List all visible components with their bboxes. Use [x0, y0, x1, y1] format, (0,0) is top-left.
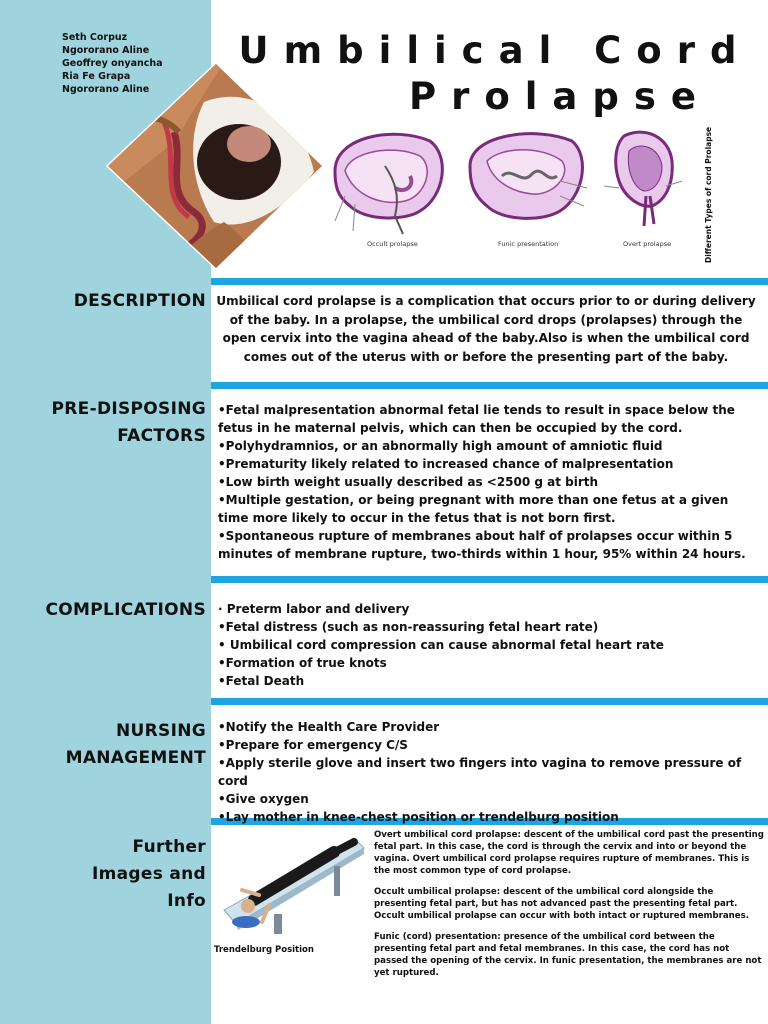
title-line-2: Prolapse: [408, 75, 712, 118]
further-heading-line-1: Further: [132, 837, 206, 857]
item-term: •Spontaneous rupture of membranes: [218, 529, 472, 543]
info-paragraph: [374, 931, 766, 979]
predisposing-heading-line-2: FACTORS: [117, 426, 206, 446]
list-item: [218, 455, 758, 473]
info-text: : presence of the umbilical cord between the presenting fetal part and fetal membranes. In this case, the cord has not passed the opening of the cervix. In funic presentation, the membranes are not yet ruptured.: [374, 932, 762, 978]
trendelenburg-caption: Trendelburg Position: [214, 945, 314, 955]
info-term: Overt umbilical cord prolapse: [374, 830, 518, 840]
item-term: •Prematurity: [218, 457, 307, 471]
info-paragraph: [374, 829, 766, 877]
item-term: •Fetal malpresentation: [218, 403, 376, 417]
diagram-caption: Funic presentation: [498, 240, 559, 248]
list-item: •Notify the Health Care Provider: [218, 720, 440, 734]
item-text: likely related to increased chance of malpresentation: [307, 457, 674, 471]
title-line-1: Umbilical Cord: [238, 29, 752, 72]
nursing-list: [218, 718, 758, 826]
list-item: [218, 527, 758, 563]
info-paragraph: [374, 886, 766, 922]
item-text: about half of prolapses occur within 5 minutes of membrane rupture, two-thirds within 1 hour, 95% within 24 hours.: [218, 529, 746, 561]
item-text: abnormal fetal lie tends to result in space below the fetus in he maternal pelvis, which can then be occupied by the cord.: [218, 403, 735, 435]
nursing-heading-line-2: MANAGEMENT: [65, 748, 206, 768]
list-item: [218, 491, 758, 527]
predisposing-heading: [20, 396, 206, 450]
list-item: [218, 401, 758, 437]
complications-list: [218, 600, 758, 690]
diagram-side-label: Different Types of cord Prolapse: [704, 126, 713, 263]
section-divider: [211, 698, 768, 705]
list-item: · Preterm labor and delivery: [218, 602, 410, 616]
diagram-caption: Overt prolapse: [623, 240, 672, 248]
list-item: [218, 437, 758, 455]
further-heading: [20, 834, 206, 915]
nursing-heading-line-1: NURSING: [116, 721, 206, 741]
further-heading-line-3: Info: [167, 891, 206, 911]
section-divider: [211, 278, 768, 285]
item-text: , or being pregnant with more than one fetus at a given time more likely to occur in the fetus that is not born first.: [218, 493, 729, 525]
further-heading-line-2: Images and: [92, 864, 206, 884]
author-name: Ngororano Aline: [62, 84, 150, 95]
item-text: •Low birth weight usually described as <2500 g at birth: [218, 475, 599, 489]
prolapse-types-info: [374, 829, 766, 988]
diagram-side-label-box: [690, 126, 713, 263]
page-title: [222, 28, 768, 120]
overt-prolapse-diagram: [604, 126, 684, 236]
list-item: •Fetal Death: [218, 674, 305, 688]
nursing-heading: [20, 718, 206, 772]
section-divider: [211, 576, 768, 583]
info-term: Funic (cord) presentation: [374, 932, 498, 942]
predisposing-list: [218, 401, 758, 563]
list-item: •Give oxygen: [218, 792, 309, 806]
description-heading: DESCRIPTION: [73, 291, 206, 311]
list-item: • Umbilical cord compression can cause abnormal fetal heart rate: [218, 638, 664, 652]
trendelenburg-illustration: [214, 830, 372, 938]
list-item: •Formation of true knots: [218, 656, 387, 670]
author-name: Geoffrey onyancha: [62, 58, 163, 69]
list-item: •Apply sterile glove and insert two fingers into vagina to remove pressure of cord: [218, 756, 742, 788]
funic-presentation-diagram: [462, 126, 592, 236]
list-item: •Prepare for emergency C/S: [218, 738, 408, 752]
section-divider: [211, 382, 768, 389]
item-term: •Polyhydramnios: [218, 439, 335, 453]
complications-heading: COMPLICATIONS: [45, 600, 206, 620]
author-name: Seth Corpuz: [62, 32, 128, 43]
author-name: Ria Fe Grapa: [62, 71, 131, 82]
description-text: Umbilical cord prolapse is a complication that occurs prior to or during delivery of the baby. In a prolapse, the umbilical cord drops (prolapses) through the open cervix into the vagina ahead of the baby.Also is when the umbilical cord comes out of the uterus with or before the presenting part of the baby.: [216, 294, 756, 364]
author-name: Ngororano Aline: [62, 45, 150, 56]
item-term: •Multiple gestation: [218, 493, 350, 507]
occult-prolapse-diagram: [325, 126, 450, 236]
diagram-caption: Occult prolapse: [367, 240, 418, 248]
list-item: •Fetal distress (such as non-reassuring fetal heart rate): [218, 620, 599, 634]
info-text: : descent of the umbilical cord past the presenting fetal part. In this case, the cord is through the cervix and into or beyond the vagina. Overt umbilical cord prolapse requires rupture of membranes. This is the most common type of cord prolapse.: [374, 830, 764, 876]
info-term: Occult umbilical prolapse: [374, 887, 497, 897]
predisposing-heading-line-1: PRE-DISPOSING: [51, 399, 206, 419]
list-item: •Lay mother in knee-chest position or trendelburg position: [218, 810, 619, 824]
item-text: , or an abnormally high amount of amniotic fluid: [334, 439, 663, 453]
list-item: [218, 473, 758, 491]
info-text: : descent of the umbilical cord alongside the presenting fetal part, but has not advanced past the presenting fetal part. Occult umbilical prolapse can occur with both intact or ruptured membranes.: [374, 887, 749, 921]
